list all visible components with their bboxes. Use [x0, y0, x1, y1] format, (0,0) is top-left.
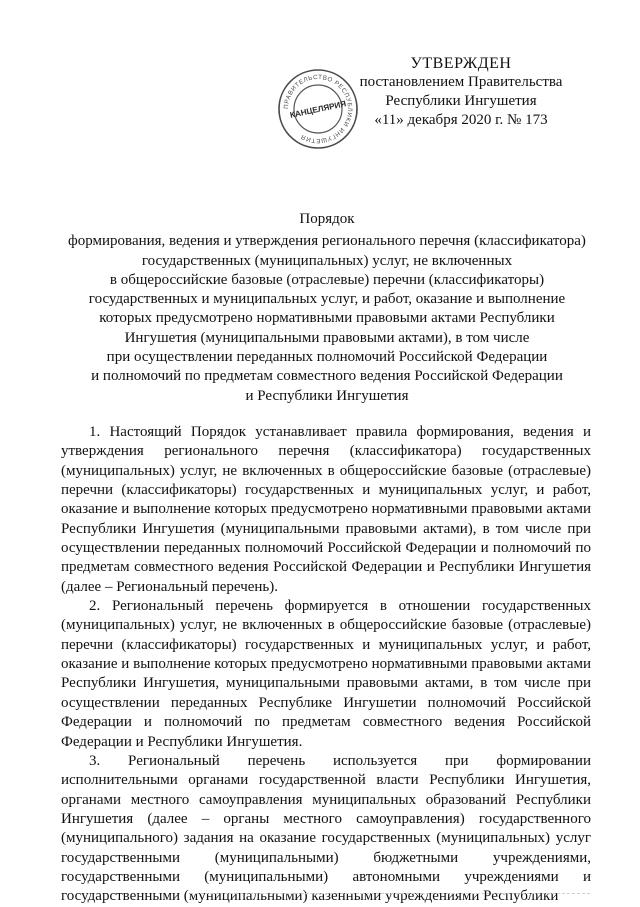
paragraph-2: 2. Региональный перечень формируется в отношении государственных (муниципальных) услуг, не включенных в общероссийские базовые (отраслевые) перечни (классификаторы) государственных и муниципальных услуг, и работ, оказание и выполнение которых предусмотрено нормативными правовыми актами Республики Ингушетия, муниципальными правовыми актами, в том числе при осуществлении переданных Республике Ингушетии полномочий Российской Федерации и полномочий по предметам совместного ведения Российской Федерации и Республики Ингушетия.	[61, 598, 591, 750]
approval-date-number: «11» декабря 2020 г. № 173	[374, 112, 548, 128]
title-line: и Республики Ингушетия	[245, 387, 409, 404]
scan-artifact-divider	[190, 893, 590, 896]
title-line: государственных (муниципальных) услуг, не включенных	[141, 252, 513, 269]
title-line: которых предусмотрено нормативными правовыми актами Республики	[99, 310, 555, 327]
title-line: при осуществлении переданных полномочий Российской Федерации	[106, 349, 548, 366]
paragraph-3: 3. Региональный перечень используется при формировании исполнительными органами государственной власти Республики Ингушетия, органами местного самоуправления муниципальных образований Республики Ингушетия (далее – органы местного самоуправления) государственного (муниципального) задания на оказание государственных (муниципальных) услуг государственными (муниципальными) бюджетными учреждениями, государственными (муниципальными) автономными учреждениями и государственными (муниципальными) казенными учреждениями Республики	[61, 752, 591, 905]
document-body	[61, 423, 591, 907]
title-line: Порядок	[299, 211, 355, 227]
office-stamp	[277, 68, 359, 150]
stamp-center-text: КАНЦЕЛЯРИЯ	[289, 99, 347, 120]
approval-line-2: постановлением Правительства	[359, 74, 563, 90]
stamp-ring-text: ПРАВИТЕЛЬСТВО РЕСПУБЛИКИ ИНГУШЕТИЯ	[282, 73, 354, 145]
title-line: государственных и муниципальных услуг, и работ, оказание и выполнение	[88, 291, 566, 308]
title-line: и полномочий по предметам совместного ведения Российской Федерации	[91, 368, 563, 385]
approval-line-3: Республики Ингушетия	[385, 93, 537, 109]
document-title	[44, 210, 610, 406]
approval-block	[352, 54, 570, 130]
title-line: Ингушетия (муниципальными правовыми актами), в том числе	[124, 329, 530, 346]
approval-heading: УТВЕРЖДЕН	[410, 55, 512, 72]
paragraph-1: 1. Настоящий Порядок устанавливает правила формирования, ведения и утверждения регионального перечня (классификатора) государственных (муниципальных) услуг, не включенных в общероссийские базовые (отраслевые) перечни (классификаторы) государственных и муниципальных услуг, и работ, оказание и выполнение которых предусмотрено нормативными правовыми актами Республики Ингушетия (муниципальными правовыми актами), в том числе при осуществлении переданных полномочий Российской Федерации и полномочий по предметам совместного ведения Российской Федерации и Республики Ингушетия (далее – Региональный перечень).	[61, 424, 591, 595]
title-line: в общероссийские базовые (отраслевые) перечни (классификаторы)	[109, 271, 545, 288]
title-line: формирования, ведения и утверждения регионального перечня (классификатора)	[68, 233, 586, 250]
